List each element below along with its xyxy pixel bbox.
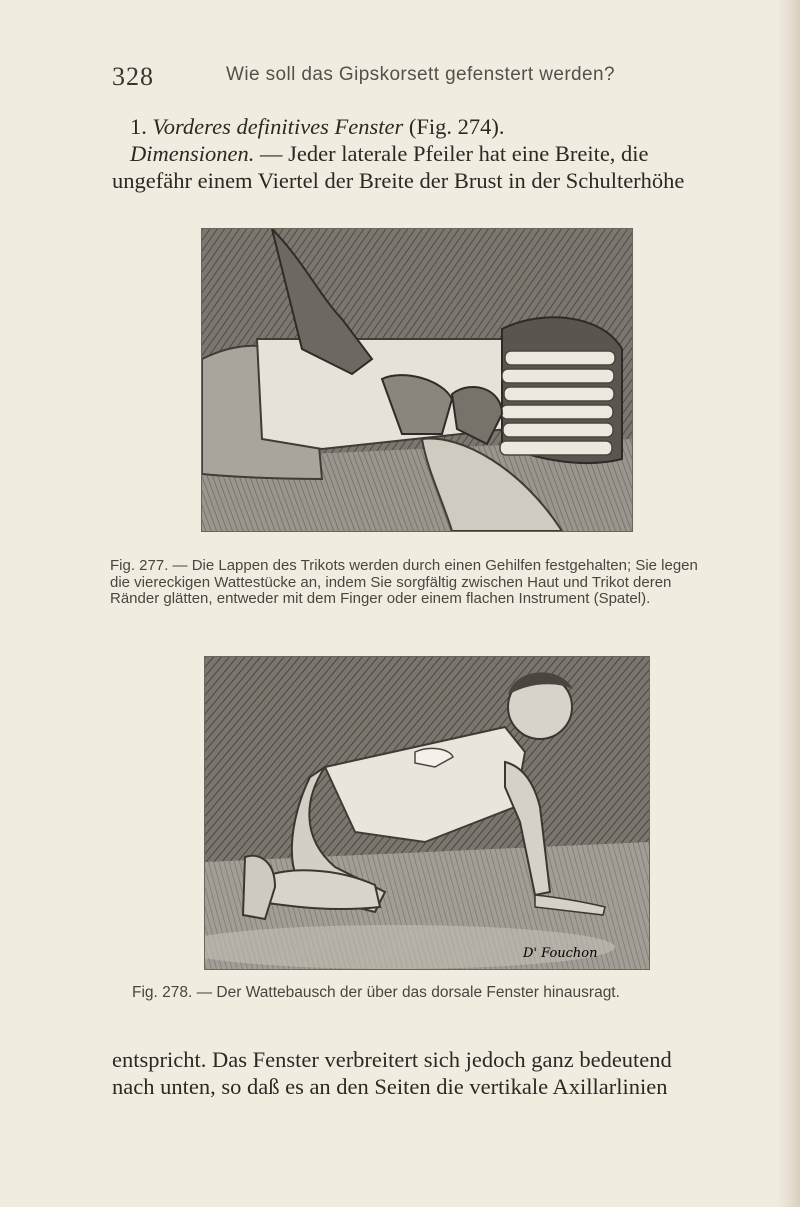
figure-278-drawing <box>205 657 649 969</box>
dimensions-paragraph <box>112 140 712 194</box>
page-edge-shadow <box>778 0 800 1207</box>
figure-278-signature: D' Fouchon <box>523 946 598 961</box>
figure-277-caption: Fig. 277. — Die Lappen des Trikots werden durch einen Gehilfen festgehalten; Sie legen die viereckigen Wattestücke an, indem Sie sorgfältig zwischen Haut und Trikot deren Ränder glätten, entweder mit dem Finger oder einem flachen Instrument (Spatel). <box>110 557 698 607</box>
figure-277-drawing <box>202 229 632 531</box>
closing-text: entspricht. Das Fenster verbreitert sich jedoch ganz bedeutend nach unten, so daß es an den Seiten die vertikale Axillarlinien <box>112 1047 672 1099</box>
figure-278-caption: Fig. 278. — Der Wattebausch der über das dorsale Fenster hinausragt. <box>132 984 620 1001</box>
section-heading <box>112 113 712 140</box>
section-heading-ref: (Fig. 274). <box>403 114 505 139</box>
closing-paragraph <box>112 1046 712 1100</box>
figure-278-illustration <box>204 656 650 970</box>
intro-paragraph <box>112 113 712 194</box>
running-title: Wie soll das Gipskorsett gefenstert werden? <box>226 64 615 85</box>
figure-277-illustration <box>201 228 633 532</box>
running-head <box>0 62 800 96</box>
page-number: 328 <box>112 62 154 91</box>
dimensions-text: — Jeder laterale Pfeiler hat eine Breite, die ungefähr einem Viertel der Breite der Brust in der Schulterhöhe <box>112 141 685 193</box>
section-heading-title: Vorderes definitives Fenster <box>152 114 404 139</box>
dimensions-label: Dimensionen. <box>130 141 255 166</box>
section-number: 1. <box>130 114 153 139</box>
